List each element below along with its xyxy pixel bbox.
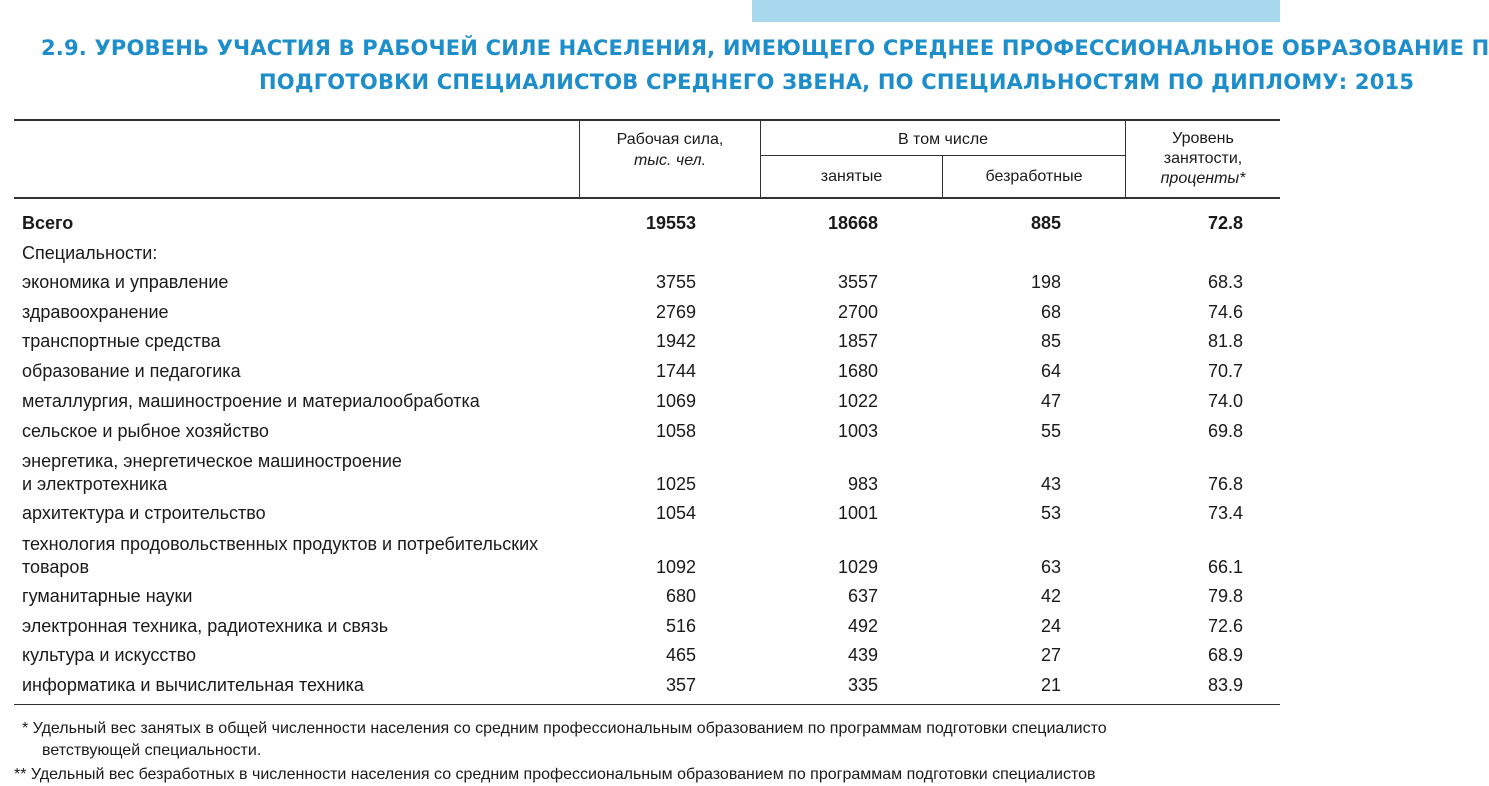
table-row: электронная техника, радиотехника и связь 516 492 24 72.6 [22, 616, 1243, 636]
footnote-1: * Удельный вес занятых в общей численности населения со средним профессиональным образованием по программам подготовки специалисто ветствующей специальности. [22, 720, 1107, 759]
table-row: экономика и управление 3755 3557 198 68.3 [22, 272, 1243, 292]
header-bottom-rule [14, 197, 1280, 199]
header-employed: занятые [820, 168, 883, 185]
header-including: В том числе [897, 131, 989, 148]
table-row: сельское и рыбное хозяйство 1058 1003 55 69.8 [22, 421, 1243, 441]
table-row: информатика и вычислительная техника 357 335 21 83.9 [22, 675, 1243, 695]
header-labor-force: Рабочая сила, тыс. чел. [616, 131, 724, 169]
table-row: архитектура и строительство 1054 1001 53 73.4 [22, 503, 1243, 523]
table-row: технология продовольственных продуктов и потребительских товаров 1092 1029 63 66.1 [22, 534, 1243, 577]
table-title-line-1: 2.9. УРОВЕНЬ УЧАСТИЯ В РАБОЧЕЙ СИЛЕ НАСЕЛЕНИЯ, ИМЕЮЩЕГО СРЕДНЕЕ ПРОФЕССИОНАЛЬНОЕ ОБРАЗОВАНИЕ П [41, 36, 1489, 60]
table-bottom-rule [14, 704, 1280, 705]
table-row: гуманитарные науки 680 637 42 79.8 [22, 586, 1243, 606]
section-label: Специальности: [22, 243, 158, 263]
table-row-total: Всего 19553 18668 885 72.8 [22, 213, 1243, 233]
table-row: образование и педагогика 1744 1680 64 70.7 [22, 361, 1243, 381]
header-labor-force-unit: тыс. чел. [633, 152, 707, 169]
subheader-rule [760, 155, 1125, 156]
table-row: культура и искусство 465 439 27 68.9 [22, 645, 1243, 665]
table-row: здравоохранение 2769 2700 68 74.6 [22, 302, 1243, 322]
table-row: транспортные средства 1942 1857 85 81.8 [22, 331, 1243, 351]
header-employment-rate: Уровень занятости, проценты* [1160, 130, 1246, 187]
header-unemployed: безработные [985, 168, 1083, 185]
table-top-rule [14, 119, 1280, 121]
accent-bar [752, 0, 1280, 22]
footnote-2: ** Удельный вес безработных в численности населения со средним профессиональным образованием по программам подготовки специалистов [14, 766, 1096, 783]
table-title-line-2: ПОДГОТОВКИ СПЕЦИАЛИСТОВ СРЕДНЕГО ЗВЕНА, ПО СПЕЦИАЛЬНОСТЯМ ПО ДИПЛОМУ: 2015 [259, 70, 1415, 94]
table-row: металлургия, машиностроение и материалообработка 1069 1022 47 74.0 [22, 391, 1243, 411]
table-row: энергетика, энергетическое машиностроение и электротехника 1025 983 43 76.8 [22, 451, 1243, 494]
